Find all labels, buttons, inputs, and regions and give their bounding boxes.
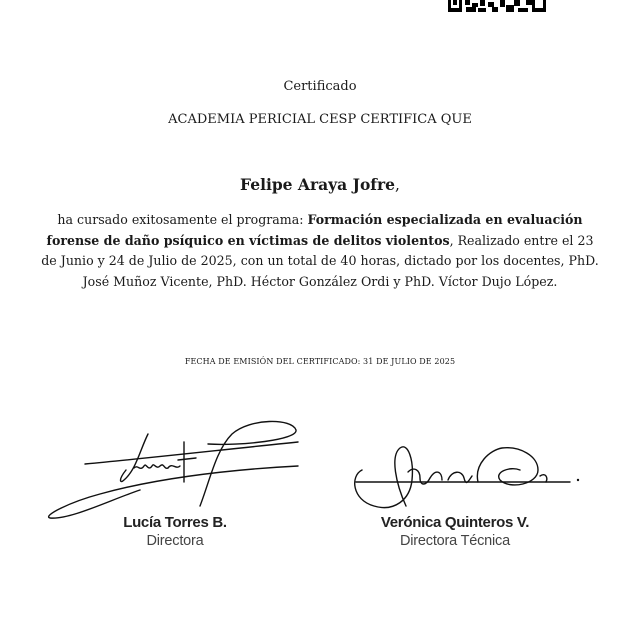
signature-veronica-icon (350, 420, 590, 515)
recipient-name: Felipe Araya Jofre (240, 175, 395, 194)
certificate-title: Certificado (283, 79, 357, 94)
certificate-body (40, 210, 600, 292)
signer-name: Lucía Torres B. (123, 514, 227, 531)
program-name: Formación especializada en evaluación forense de daño psíquico en víctimas de delitos violentos (46, 212, 583, 248)
issuer-statement: ACADEMIA PERICIAL CESP CERTIFICA QUE (168, 112, 472, 127)
signature-block-director (80, 514, 270, 549)
signer-role: Directora (146, 533, 204, 549)
signature-block-technical-director (355, 514, 555, 549)
qr-code-icon (448, 0, 546, 12)
body-details: , Realizado entre el 23 de Junio y 24 de Julio de 2025, con un total de 40 horas, dictado por los docentes, PhD. José Muñoz Vicente, PhD. Héctor González Ordi y PhD. Víctor Dujo López. (41, 232, 599, 289)
signer-role: Directora Técnica (400, 533, 510, 549)
body-intro: ha cursado exitosamente el programa: (57, 212, 308, 227)
recipient-line: Felipe Araya Jofre, (240, 175, 400, 194)
issue-date: FECHA DE EMISIÓN DEL CERTIFICADO: 31 DE JULIO DE 2025 (184, 357, 456, 366)
signer-name: Verónica Quinteros V. (380, 514, 530, 531)
signature-lucia-icon (40, 410, 310, 520)
